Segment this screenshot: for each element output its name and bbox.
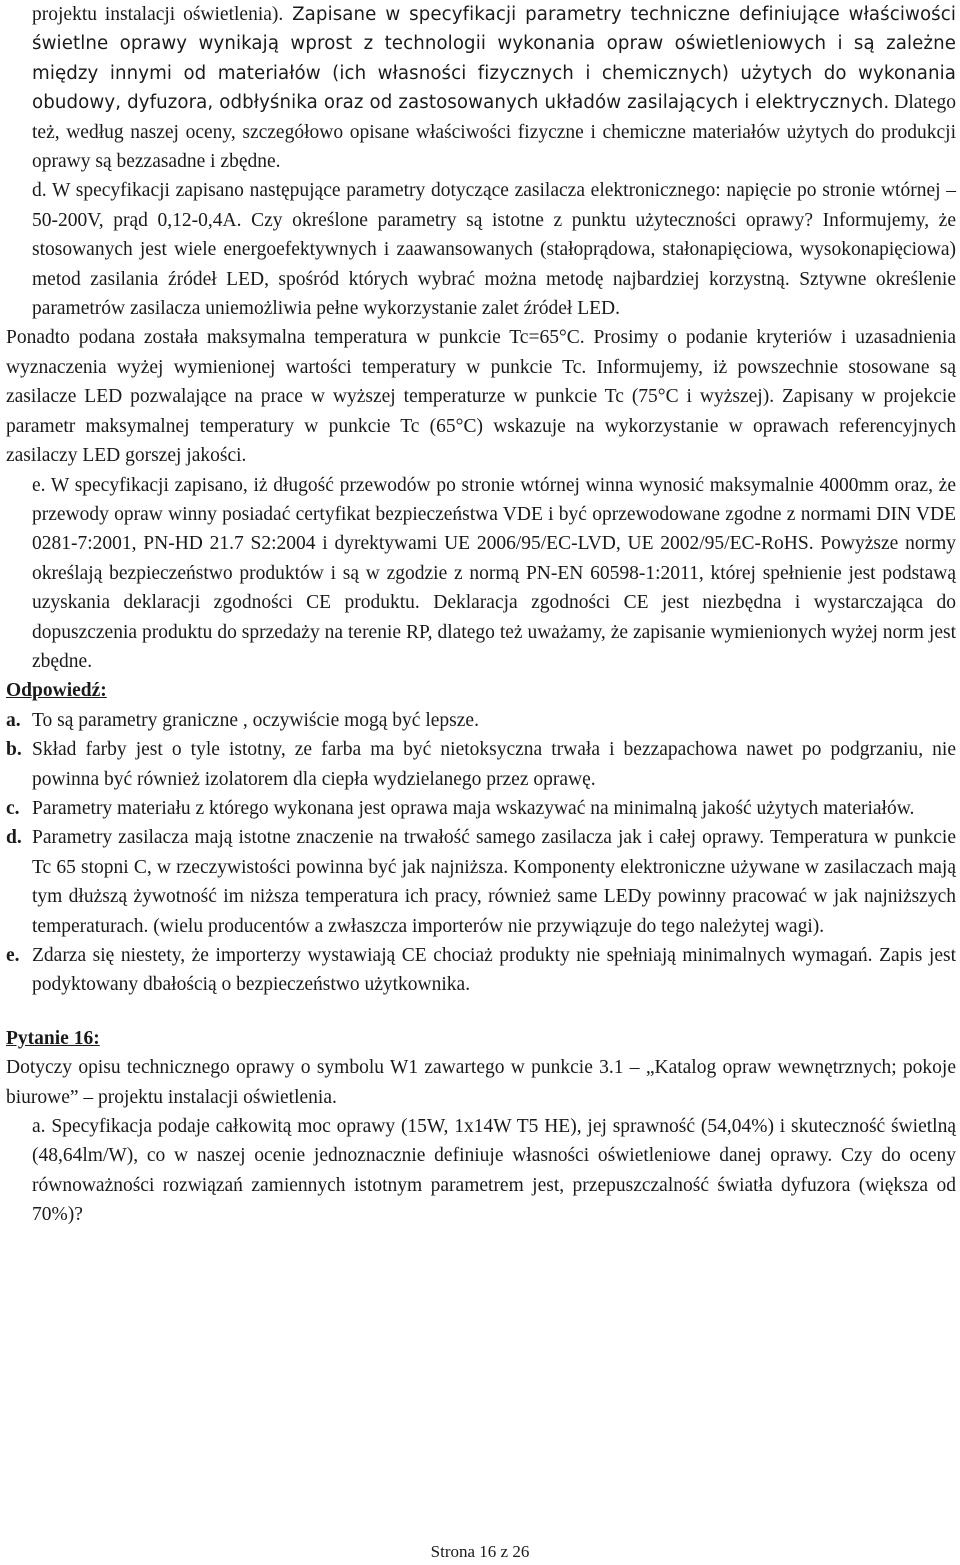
item-e-sentence-1: W specyfikacji zapisano, iż długość przewodów po stronie wtórnej winna wynosić maksymalnie 4000mm oraz, że przewody opraw winny posiadać certyfikat bezpieczeństwa VDE i być oprzewodowane zgodne z normami DIN VDE 0281-7:2001, PN-HD 21.7 S2:2004 i dyrektywami UE 2006/95/EC-LVD, UE 2002/95/EC-RoHS. (32, 474, 956, 555)
answer-item-text: Parametry materiału z którego wykonana jest oprawa maja wskazywać na minimalną jakość użytych materiałów. (32, 797, 915, 819)
item-e-paragraph (6, 471, 956, 677)
answer-item-label: e. (6, 945, 20, 966)
item-d-paragraph (6, 176, 956, 323)
temperature-sentence-4: Zapisany w projekcie parametr maksymalnej temperatury w punkcie Tc (65°C) wskazuje na wykorzystanie w oprawach referencyjnych zasilaczy LED gorszej jakości. (6, 386, 956, 467)
item-d-sentence-4: Sztywne określenie parametrów zasilacza uniemożliwia pełne wykorzystanie zalet źródeł LED. (32, 268, 956, 320)
answer-item-d (6, 823, 956, 941)
intro-sentence-1: projektu instalacji oświetlenia). (32, 4, 284, 25)
item-e-sentence-2: Powyższe normy określają bezpieczeństwo produktów i są w zgodzie z normą PN-EN 60598-1:2011, której spełnienie jest podstawą uzyskania deklaracji zgodności CE produktu. (32, 533, 956, 614)
question-16-item-a (6, 1112, 956, 1230)
temperature-sentence-2: Prosimy o podanie kryteriów i uzasadnienia wyznaczenia wyżej wymienionej wartości temperatury w punkcie Tc. (6, 327, 956, 378)
page-number-footer: Strona 16 z 26 (430, 1542, 530, 1561)
answer-item-c (6, 794, 956, 823)
temperature-paragraph (6, 323, 956, 470)
question-16-item-a-text: Specyfikacja podaje całkowitą moc oprawy (15W, 1x14W T5 HE), jej sprawność (54,04%) i skuteczność świetlną (48,64lm/W), co w naszej ocenie jednoznacznie definiuje własności oświetleniowe danej oprawy. Czy do oceny równoważności rozwiązań zamiennych istotnym parametrem jest, przepuszczalność światła dyfuzora (większa od 70%)? (32, 1116, 956, 1226)
intro-sentence-2: Zapisane w specyfikacji parametry techniczne definiujące właściwości świetlne oprawy wynikają wprost z technologii wykonania opraw oświetleniowych i są zależne między innymi od materiałów (ich własności fizycznych i chemicznych) użytych do wykonania obudowy, dyfuzora, odbłyśnika oraz od zastosowanych układów zasilających i elektrycznych. (32, 4, 956, 114)
temperature-sentence-1: Ponadto podana została maksymalna temperatura w punkcie Tc=65°C. (6, 327, 585, 349)
answer-item-text: Parametry zasilacza mają istotne znaczenie na trwałość samego zasilacza jak i całej oprawy. Temperatura w punkcie Tc 65 stopni C, w rzeczywistości powinna być jak najniższa. Komponenty elektroniczne używane w zasilaczach mają tym dłuższą żywotność im niższa temperatura ich pracy, również same LEDy powinny pracować w jak najniższych temperaturach. (wielu producentów a zwłaszcza importerów nie przywiązuje do tego należytej wagi). (32, 827, 956, 937)
answer-item-b (6, 735, 956, 794)
answer-item-label: a. (6, 709, 21, 731)
section-spacer (6, 1000, 956, 1024)
answer-item-label: b. (6, 739, 22, 761)
answer-heading: Odpowiedź: (6, 680, 107, 702)
question-16-item-a-label: a. (32, 1116, 46, 1138)
question-16-heading: Pytanie 16: (6, 1027, 100, 1049)
answer-item-label: c. (6, 797, 20, 819)
question-16-intro (6, 1053, 956, 1112)
item-e-sentence-3: Deklaracja zgodności CE jest niezbędna i wystarczająca do dopuszczenia produktu do sprzedaży na terenie RP, dlatego też uważamy, że zapisanie wymienionych wyżej norm jest zbędne. (32, 592, 956, 672)
answer-item-text: To są parametry graniczne , oczywiście mogą być lepsze. (32, 709, 479, 731)
item-d-sentence-2: Czy określone parametry są istotne z punktu użyteczności oprawy? (241, 209, 813, 231)
answer-item-e (6, 941, 956, 1000)
item-d-sentence-1: W specyfikacji zapisano następujące parametry dotyczące zasilacza elektronicznego: napięcie po stronie wtórnej – 50-200V, prąd 0,12-0,4A. (32, 180, 956, 231)
item-d-sentence-3: Informujemy, że stosowanych jest wiele energoefektywnych i zaawansowanych (stałoprądowa, stałonapięciowa, wysokonapięciowa) metod zasilania źródeł LED, spośród których wybrać można metodę najbardziej korzystną. (32, 209, 956, 290)
intro-paragraph (6, 0, 956, 176)
temperature-sentence-3: Informujemy, iż powszechnie stosowane są zasilacze LED pozwalające na prace w wyższej temperaturze w punkcie Tc (75°C i wyższej). (6, 356, 956, 408)
answer-item-a (6, 706, 956, 735)
question-16-intro-text: Dotyczy opisu technicznego oprawy o symbolu W1 zawartego w punkcie 3.1 – „Katalog opraw wewnętrznych; pokoje biurowe” – projektu instalacji oświetlenia. (6, 1057, 956, 1108)
answer-item-text: Zdarza się niestety, że importerzy wystawiają CE chociaż produkty nie spełniają minimalnych wymagań. Zapis jest podyktowany dbałością o bezpieczeństwo użytkownika. (32, 945, 956, 996)
item-d-label: d. (32, 180, 47, 202)
item-e-label: e. (32, 474, 46, 496)
intro-sentence-3: Dlatego też, według naszej oceny, szczegółowo opisane właściwości fizyczne i chemiczne materiałów użytych do produkcji oprawy są bezzasadne i zbędne. (32, 92, 956, 173)
answer-item-label: d. (6, 827, 22, 849)
document-page (6, 0, 956, 1230)
answer-item-text: Skład farby jest o tyle istotny, ze farba ma być nietoksyczna trwała i bezzapachowa nawet po podgrzaniu, nie powinna być również izolatorem dla ciepła wydzielanego przez oprawę. (32, 739, 956, 790)
